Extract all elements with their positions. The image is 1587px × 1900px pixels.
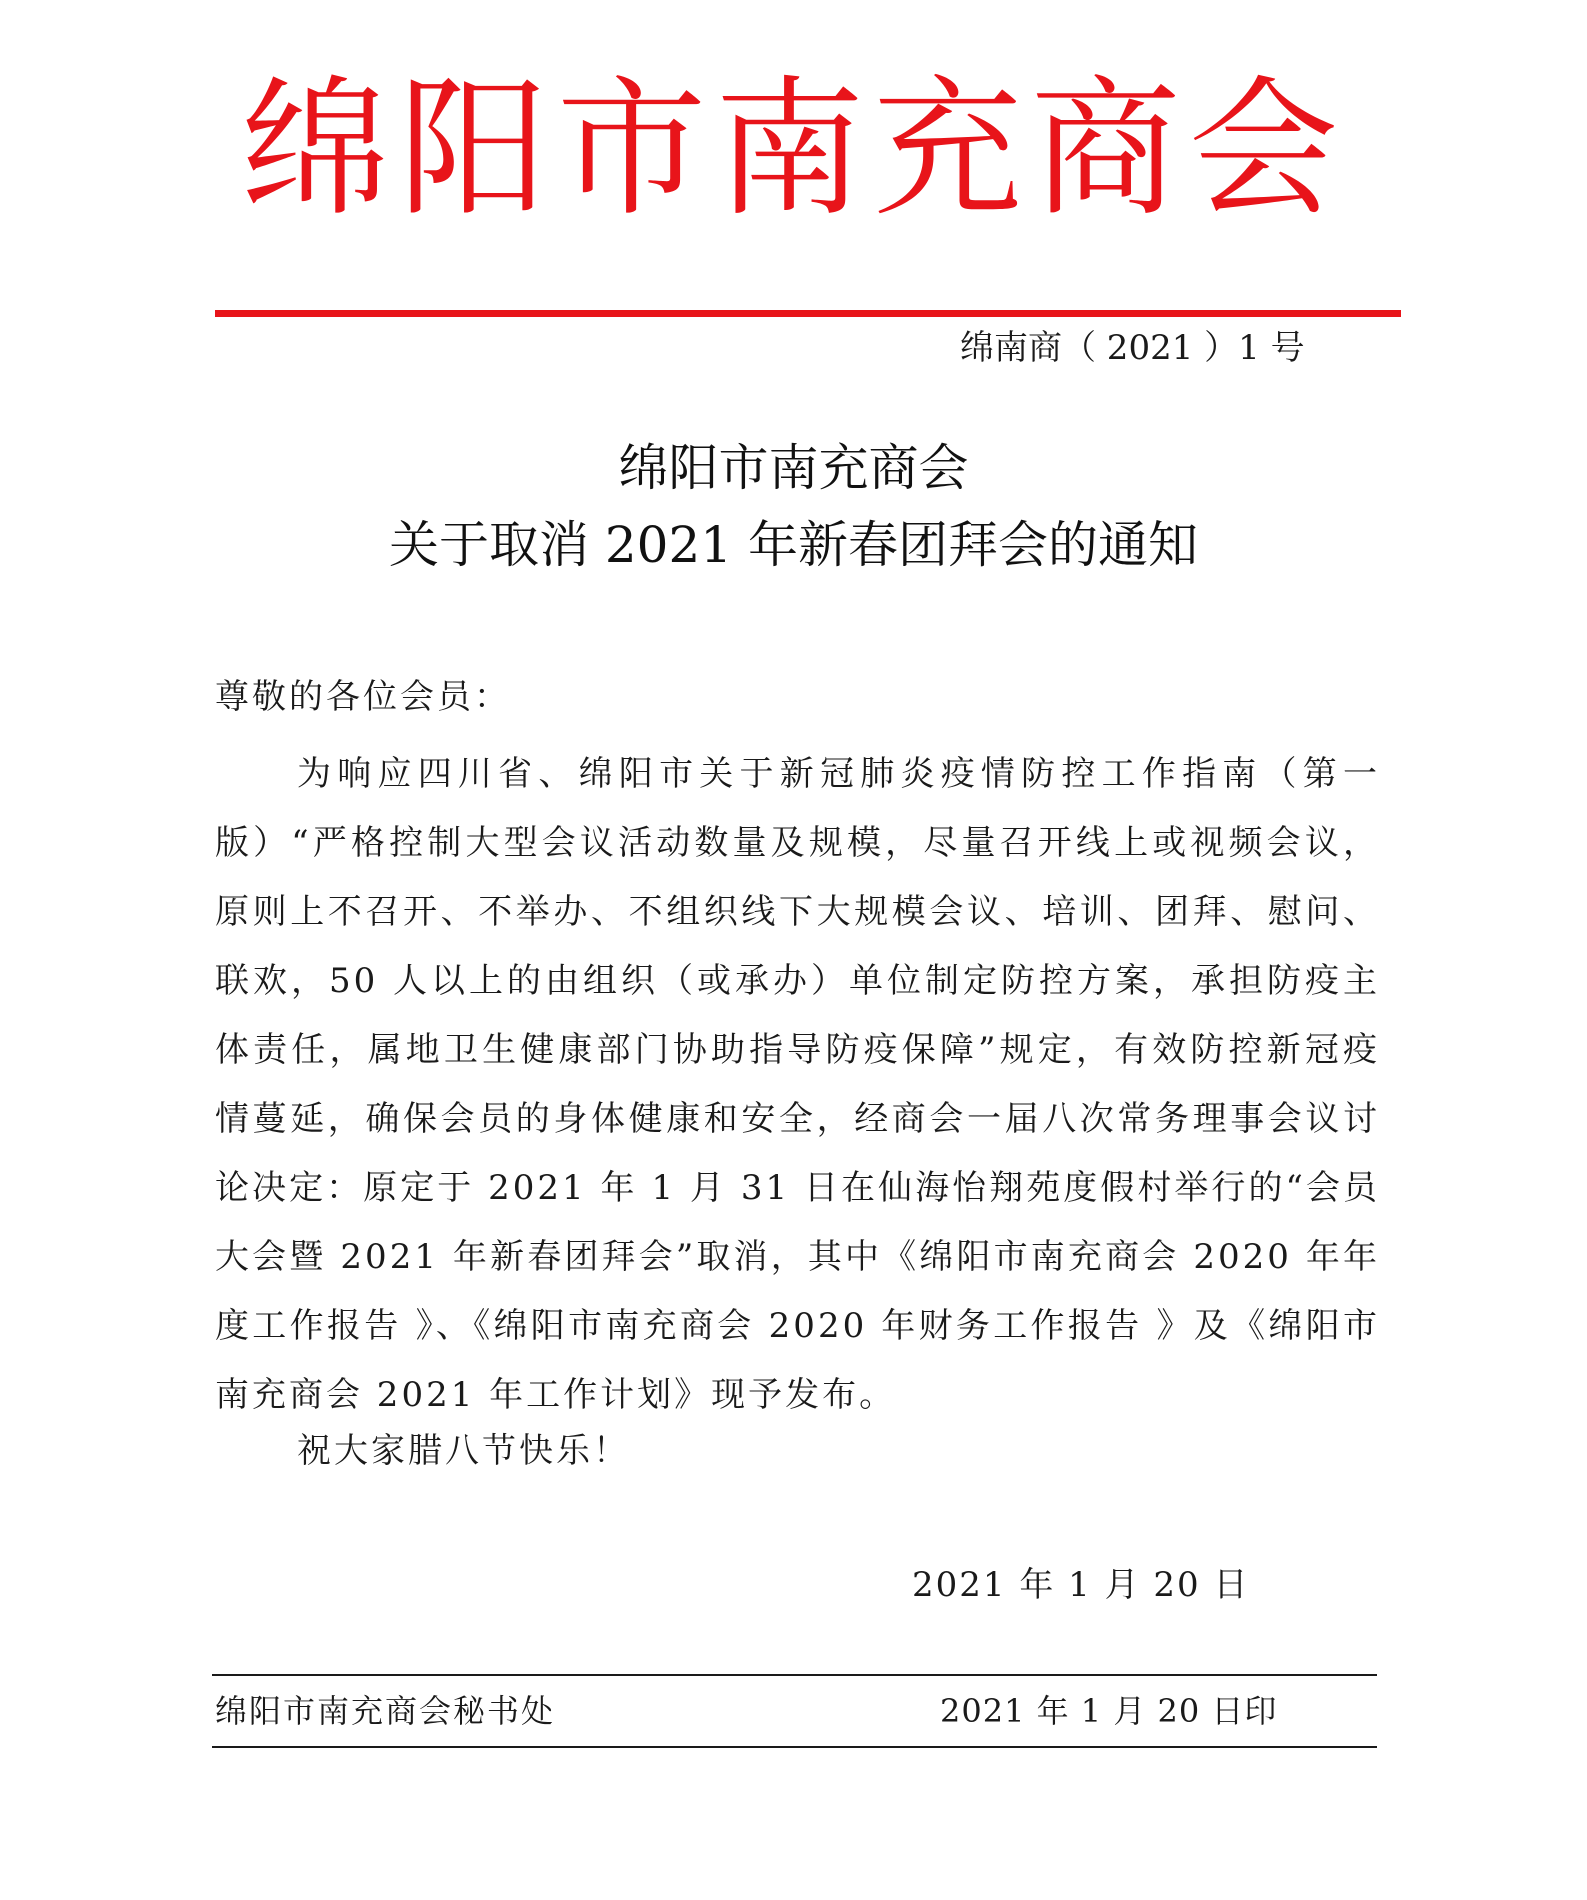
signature-date: 2021 年 1 月 20 日 xyxy=(912,1565,1250,1605)
document-title-line-1: 绵阳市南充商会 xyxy=(618,439,969,497)
document-number: 绵南商（ 2021 ）1 号 xyxy=(960,328,1305,368)
footer-print-date: 2021 年 1 月 20 日印 xyxy=(940,1692,1278,1730)
salutation: 尊敬的各位会员： xyxy=(215,677,511,717)
footer-bottom-rule xyxy=(212,1746,1377,1748)
body-paragraph: 为响应四川省、绵阳市关于新冠肺炎疫情防控工作指南（第一版）“严格控制大型会议活动数量及规模，尽量召开线上或视频会议，原则上不召开、不举办、不组织线下大规模会议、培训、团拜、慰问、联欢，50 人以上的由组织（或承办）单位制定防控方案，承担防疫主体责任，属地卫生健康部门协助指导防疫保障”规定，有效防控新冠疫情蔓延，确保会员的身体健康和安全，经商会一届八次常务理事会议讨论决定：原定于 2021 年 1 月 31 日在仙海怡翔苑度假村举行的“会员大会暨 2021 年新春团拜会”取消，其中《绵阳市南充商会 2020 年年度工作报告 》、《绵阳市南充商会 2020 年财务工作报告 》及《绵阳市南充商会 2021 年工作计划》现予发布。 xyxy=(215,754,1380,1415)
footer-top-rule xyxy=(212,1674,1377,1676)
masthead-title: 绵阳市南充商会 xyxy=(240,63,1347,237)
document-title-line-2: 关于取消 2021 年新春团拜会的通知 xyxy=(388,516,1199,574)
closing-greeting: 祝大家腊八节快乐！ xyxy=(297,1431,630,1471)
red-header-rule xyxy=(215,310,1401,317)
footer-issuer: 绵阳市南充商会秘书处 xyxy=(215,1692,556,1730)
